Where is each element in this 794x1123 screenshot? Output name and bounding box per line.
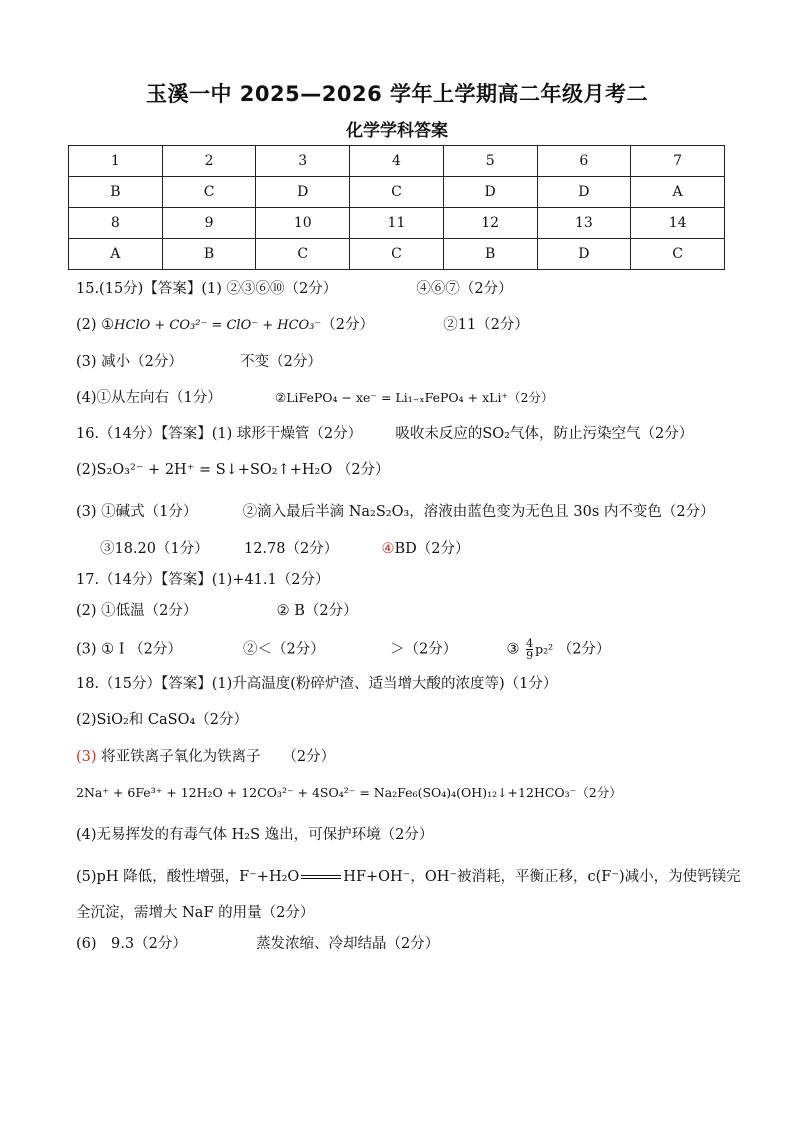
q15-line-1 <box>76 279 513 299</box>
answer-text: ③ <box>506 641 520 658</box>
q17-line-2 <box>76 601 358 621</box>
answer-text: 不变（2分） <box>240 354 322 370</box>
table-cell: 6 <box>537 146 631 177</box>
table-row <box>69 146 725 177</box>
answer-text: 全沉淀，需增大 NaF 的用量（2分） <box>76 905 315 921</box>
q17-line-3 <box>76 638 610 661</box>
table-cell: B <box>162 239 256 270</box>
q15-line-4 <box>76 388 554 408</box>
table-row <box>69 239 725 270</box>
answer-text: ③18.20（1分） <box>100 541 209 557</box>
answer-text: 将亚铁离子氧化为铁离子 （2分） <box>96 749 336 765</box>
table-cell: 9 <box>162 208 256 239</box>
table-cell: 10 <box>256 208 350 239</box>
answer-text: (3) ① I （2分） <box>76 641 182 658</box>
q18-line-5 <box>76 825 433 845</box>
table-cell: C <box>256 239 350 270</box>
q16-line-2 <box>76 460 390 480</box>
equation: HClO + CO₃²⁻ = ClO⁻ + HCO₃⁻ <box>114 318 322 333</box>
table-cell: D <box>537 239 631 270</box>
equilibrium-sign <box>301 875 341 879</box>
score-text: （2分） <box>321 317 374 333</box>
q18-line-2 <box>76 710 248 730</box>
table-cell: D <box>537 177 631 208</box>
equation: 2Na⁺ + 6Fe³⁺ + 12H₂O + 12CO₃²⁻ + 4SO₄²⁻ = Na₂Fe₆(SO₄)₄(OH)₁₂↓+12HCO₃⁻（2分） <box>76 785 622 800</box>
table-cell: C <box>350 239 444 270</box>
denominator: 9 <box>526 649 534 662</box>
table-cell: A <box>69 239 163 270</box>
answer-text: (4)无易挥发的有毒气体 H₂S 逸出，可保护环境（2分） <box>76 827 434 843</box>
table-cell: 11 <box>350 208 444 239</box>
answer-text: (2)SiO₂和 CaSO₄（2分） <box>76 712 249 728</box>
answer-text: BD（2分） <box>394 541 470 557</box>
q16-line-4 <box>100 539 469 559</box>
table-cell: 1 <box>69 146 163 177</box>
numerator: 4 <box>526 637 534 650</box>
answer-text: 16.（14分）【答案】(1) 球形干燥管（2分） <box>76 426 363 442</box>
table-cell: B <box>443 239 537 270</box>
answer-text: 吸收未反应的SO₂气体，防止污染空气（2分） <box>395 426 694 442</box>
answer-text: (3) 减小（2分） <box>76 354 183 370</box>
answer-text: 蒸发浓缩、冷却结晶（2分） <box>256 936 440 952</box>
table-cell: 8 <box>69 208 163 239</box>
circled-number-mark: ④ <box>381 541 395 557</box>
q16-line-1 <box>76 424 693 444</box>
table-cell: D <box>256 177 350 208</box>
q18-line-6 <box>76 867 741 887</box>
score-text: （2分） <box>557 641 611 658</box>
table-cell: C <box>350 177 444 208</box>
q18-line-1 <box>76 674 557 694</box>
answer-text: ② B（2分） <box>276 603 358 619</box>
table-cell: C <box>162 177 256 208</box>
page-title: 玉溪一中 2025—2026 学年上学期高二年级月考二 <box>145 82 648 106</box>
q15-line-2 <box>76 315 529 336</box>
answer-text: ②11（2分） <box>443 317 529 333</box>
table-cell: C <box>631 239 725 270</box>
answer-text: (5)pH 降低，酸性增强，F⁻+H₂O <box>76 869 300 885</box>
item-number-mark: (3) <box>76 749 97 765</box>
answer-text: 12.78（2分） <box>243 541 339 557</box>
table-cell: 13 <box>537 208 631 239</box>
answer-text: ②滴入最后半滴 Na₂S₂O₃，溶液由蓝色变为无色且 30s 内不变色（2分） <box>242 504 715 520</box>
answer-text: (3) ①碱式（1分） <box>76 504 198 520</box>
table-cell: 12 <box>443 208 537 239</box>
fraction <box>526 638 533 661</box>
q18-line-4 <box>76 783 622 803</box>
q15-line-3 <box>76 352 322 372</box>
q18-line-7 <box>76 903 314 923</box>
answer-text: 18.（15分）【答案】(1)升高温度(粉碎炉渣、适当增大酸的浓度等)（1分） <box>76 676 558 692</box>
answer-text: 15.(15分)【答案】(1) ②③⑥⑩（2分） <box>76 281 338 297</box>
answer-text: ④⑥⑦（2分） <box>416 281 513 297</box>
table-cell: 7 <box>631 146 725 177</box>
table-cell: 3 <box>256 146 350 177</box>
q18-line-3 <box>76 747 335 767</box>
q18-line-8 <box>76 934 439 954</box>
table-cell: D <box>443 177 537 208</box>
table-cell: 5 <box>443 146 537 177</box>
pressure-term: p₂² <box>535 641 554 657</box>
table-cell: A <box>631 177 725 208</box>
equation: ②LiFePO₄ − xe⁻ = Li₁₋ₓFePO₄ + xLi⁺（2分） <box>274 390 554 405</box>
table-cell: B <box>69 177 163 208</box>
page-subtitle: 化学学科答案 <box>346 121 448 141</box>
table-row <box>69 177 725 208</box>
answer-text: (6) 9.3（2分） <box>76 936 187 952</box>
table-row <box>69 208 725 239</box>
multiple-choice-answer-table <box>68 145 725 270</box>
table-cell: 14 <box>631 208 725 239</box>
table-cell: 4 <box>350 146 444 177</box>
answer-text: HF+OH⁻，OH⁻被消耗，平衡正移，c(F⁻)减小，为使钙镁完 <box>343 869 741 885</box>
answer-text: ＞（2分） <box>390 641 458 658</box>
q17-line-1 <box>76 570 329 590</box>
answer-text: (2) ①低温（2分） <box>76 603 198 619</box>
answer-text: (4)①从左向右（1分） <box>76 390 222 406</box>
table-cell: 2 <box>162 146 256 177</box>
q16-line-3 <box>76 502 715 522</box>
answer-text: 17.（14分）【答案】(1)+41.1（2分） <box>76 572 330 588</box>
equation: (2)S₂O₃²⁻ + 2H⁺ = S↓+SO₂↑+H₂O （2分） <box>76 462 390 478</box>
answer-text: ②＜（2分） <box>243 641 325 658</box>
answer-text: (2) ① <box>76 317 115 333</box>
